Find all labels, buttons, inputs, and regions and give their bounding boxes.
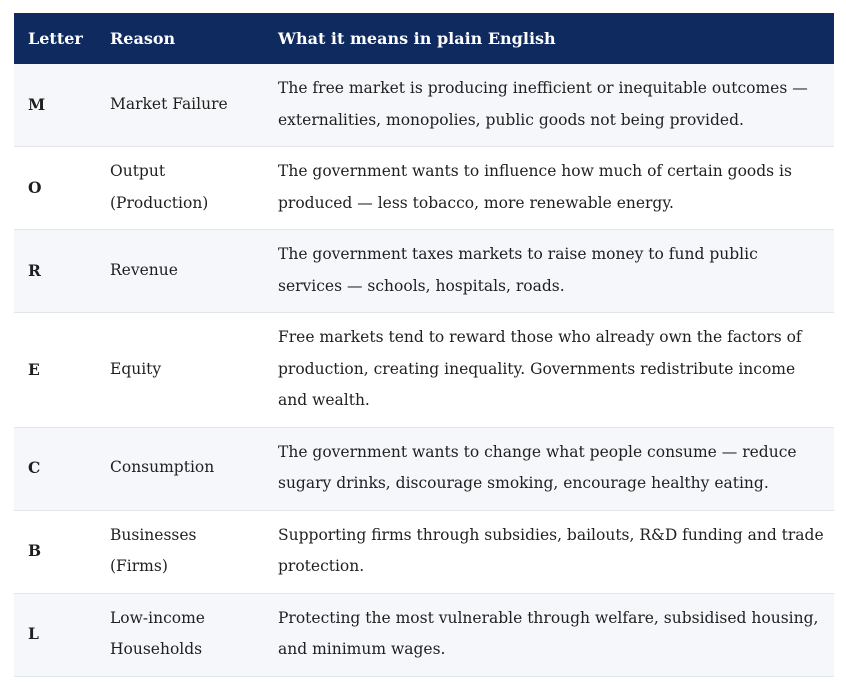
- row-reason: Output (Production): [110, 162, 209, 212]
- row-letter: R: [28, 260, 41, 280]
- row-meaning: Supporting firms through subsidies, bailouts, R&D funding and trade protection.: [278, 525, 824, 575]
- header-reason: Reason: [110, 29, 176, 48]
- row-reason: Equity: [110, 359, 162, 378]
- row-reason: Low-income Households: [110, 608, 205, 658]
- table-row: [14, 510, 834, 593]
- row-reason: Market Failure: [110, 94, 228, 113]
- row-reason: Businesses (Firms): [110, 525, 197, 575]
- row-meaning: The government wants to influence how much of certain goods is produced — less tobacco, more renewable energy.: [278, 162, 792, 212]
- row-meaning: The government taxes markets to raise money to fund public services — schools, hospitals, roads.: [278, 245, 758, 295]
- row-meaning: The government wants to change what people consume — reduce sugary drinks, discourage smoking, encourage healthy eating.: [278, 442, 797, 492]
- row-letter: M: [28, 94, 46, 114]
- table-header: [14, 13, 834, 64]
- table-row: [14, 313, 834, 428]
- header-row: [14, 13, 834, 64]
- row-letter: L: [28, 624, 39, 644]
- row-reason: Revenue: [110, 260, 178, 279]
- table-row: [14, 593, 834, 676]
- reasons-table: [14, 13, 834, 677]
- table-row: [14, 64, 834, 147]
- table-body: [14, 64, 834, 676]
- table-row: [14, 427, 834, 510]
- row-meaning: Protecting the most vulnerable through welfare, subsidised housing, and minimum wages.: [278, 608, 819, 658]
- table-row: [14, 230, 834, 313]
- row-meaning: The free market is producing inefficient or inequitable outcomes — externalities, monopolies, public goods not being provided.: [278, 79, 808, 129]
- row-letter: O: [28, 177, 42, 197]
- reasons-table-container: [14, 13, 834, 677]
- row-reason: Consumption: [110, 458, 215, 477]
- header-letter: Letter: [28, 29, 83, 48]
- row-letter: E: [28, 359, 40, 379]
- row-meaning: Free markets tend to reward those who already own the factors of production, creating inequality. Governments redistribute income and wealth.: [278, 328, 802, 409]
- table-row: [14, 147, 834, 230]
- row-letter: B: [28, 541, 42, 561]
- header-meaning: What it means in plain English: [278, 29, 556, 48]
- row-letter: C: [28, 458, 41, 478]
